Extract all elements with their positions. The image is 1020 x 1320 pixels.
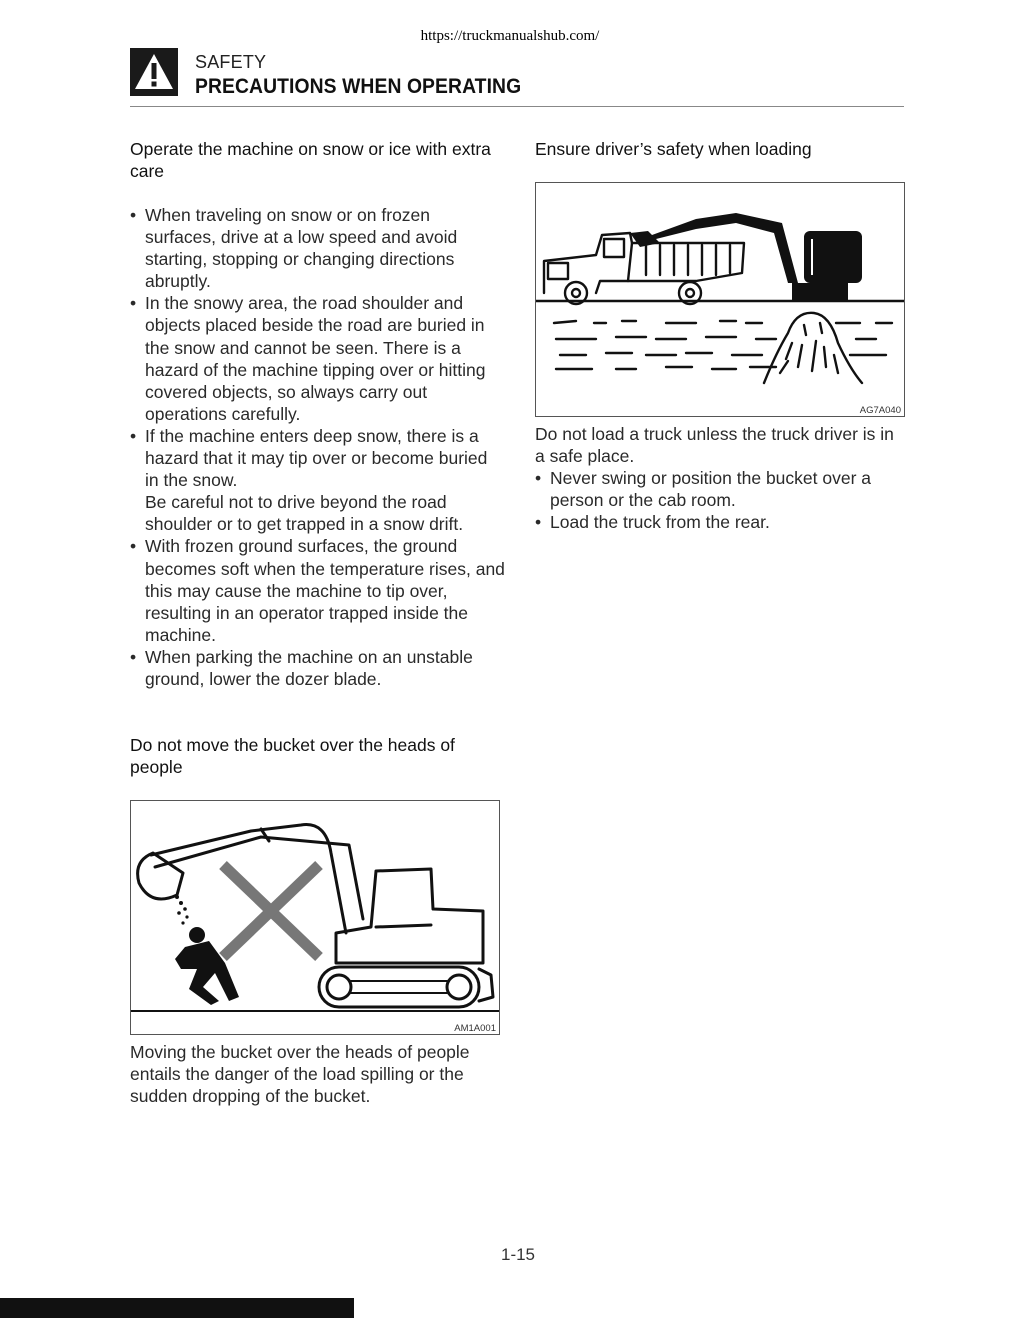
- bullet-text: If the machine enters deep snow, there is a hazard that it may tip over or become buried in the snow.: [145, 425, 488, 491]
- bullet-text: When traveling on snow or on frozen surfaces, drive at a low speed and avoid starting, stopping or changing directions abruptly.: [145, 205, 458, 292]
- snow-bullet-list: [130, 204, 505, 690]
- bullet-text: When parking the machine on an unstable ground, lower the dozer blade.: [145, 646, 473, 689]
- excavator-illustration: [131, 801, 499, 1034]
- bullet-text: With frozen ground surfaces, the ground becomes soft when the temperature rises, and this may cause the machine to tip over, resulting in an operator trapped inside the machine.: [145, 536, 505, 645]
- loading-intro: Do not load a truck unless the truck driver is in a safe place.: [535, 424, 894, 467]
- loading-bullet-list: [535, 467, 905, 533]
- left-column: [130, 138, 505, 1107]
- header-divider: [130, 106, 904, 107]
- bucket-over-person-figure: [130, 800, 500, 1035]
- list-item: [130, 292, 505, 425]
- truck-loading-illustration: [536, 183, 904, 416]
- bullet-text: Load the truck from the rear.: [550, 512, 770, 533]
- bullet-text: In the snowy area, the road shoulder and objects placed beside the road are buried in the snow and cannot be seen. There is a hazard of the machine tipping over or hitting covered objects, so always carry out operations carefully.: [145, 293, 486, 424]
- page-title: PRECAUTIONS WHEN OPERATING: [195, 75, 522, 98]
- figure-code: AM1A001: [454, 1023, 496, 1035]
- warning-triangle-icon: [130, 48, 178, 96]
- loading-truck-figure: [535, 182, 905, 417]
- snow-heading: Operate the machine on snow or ice with extra care: [130, 139, 491, 181]
- list-item: [130, 535, 505, 645]
- page-number: 1-15: [500, 1245, 536, 1264]
- right-column: [535, 138, 905, 533]
- bucket-heading: Do not move the bucket over the heads of people: [130, 735, 455, 778]
- footer-bar: [0, 1298, 354, 1318]
- list-item: [535, 511, 905, 533]
- bullet-text: Never swing or position the bucket over a person or the cab room.: [550, 468, 871, 511]
- source-url[interactable]: https://truckmanualshub.com/: [420, 28, 600, 44]
- list-item: [130, 425, 505, 535]
- bucket-caption: Moving the bucket over the heads of people entails the danger of the load spilling or the sudden dropping of the bucket.: [130, 1042, 470, 1107]
- section-label: SAFETY: [195, 52, 267, 72]
- bullet-extra-text: Be careful not to drive beyond the road shoulder or to get trapped in a snow drift.: [145, 492, 464, 535]
- list-item: [535, 467, 905, 511]
- loading-heading: Ensure driver’s safety when loading: [535, 139, 812, 159]
- list-item: [130, 204, 505, 292]
- list-item: [130, 646, 505, 690]
- figure-code: AG7A040: [859, 405, 901, 416]
